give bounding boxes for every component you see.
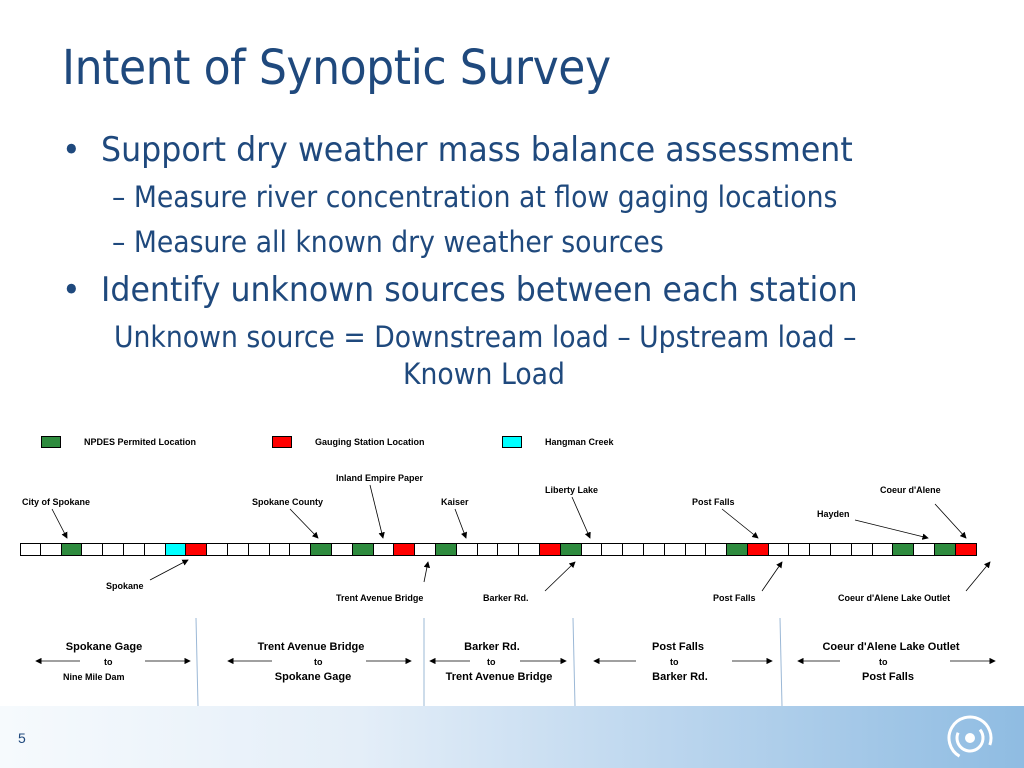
page-number: 5 xyxy=(18,730,26,746)
bullet-1-text: Support dry weather mass balance assessment xyxy=(101,130,853,170)
subbullet-1 xyxy=(112,180,837,214)
reach-1 xyxy=(44,641,164,653)
pointer-spokane-county xyxy=(290,509,318,538)
pointer-trent-bridge xyxy=(424,562,428,582)
pointer-inland-empire xyxy=(370,485,383,538)
pointer-spokane xyxy=(150,560,188,580)
reach-2-to-word: to xyxy=(314,657,323,667)
reach-1-to: Nine Mile Dam xyxy=(63,672,125,682)
label-hayden: Hayden xyxy=(817,509,850,519)
label-post-falls-bottom: Post Falls xyxy=(713,593,756,603)
bullet-1 xyxy=(62,130,853,170)
pointer-kaiser xyxy=(455,509,466,538)
reach-3-from: Barker Rd. xyxy=(464,641,520,653)
bullet-marker: • xyxy=(62,130,81,170)
reach-2-to: Spokane Gage xyxy=(274,671,352,683)
reach-3-to-word: to xyxy=(487,657,496,667)
bullet-2 xyxy=(62,270,858,310)
reach-4-to: Barker Rd. xyxy=(652,671,708,683)
label-spokane-county: Spokane County xyxy=(252,497,324,507)
footer-band xyxy=(0,706,1024,768)
bullet-2-text: Identify unknown sources between each station xyxy=(101,270,858,310)
subbullet-2-text: Measure all known dry weather sources xyxy=(133,225,664,259)
formula-line-2: Known Load xyxy=(403,357,565,391)
pointer-post-falls-bottom xyxy=(762,562,782,591)
subbullet-1-text: Measure river concentration at flow gaging locations xyxy=(133,180,838,214)
legend-npdes-label: NPDES Permited Location xyxy=(84,437,197,447)
pointer-hayden xyxy=(855,520,928,538)
subbullet-dash: – xyxy=(112,225,126,259)
pointer-coeur-dalene xyxy=(935,504,966,538)
river-diagram xyxy=(0,420,1024,710)
reach-divider xyxy=(196,618,198,706)
pointer-barker xyxy=(545,562,575,591)
label-kaiser: Kaiser xyxy=(441,497,469,507)
label-liberty-lake: Liberty Lake xyxy=(545,485,599,495)
legend-gauging-label: Gauging Station Location xyxy=(315,437,425,447)
reach-4-from: Post Falls xyxy=(652,641,704,653)
reach-2-from: Trent Avenue Bridge xyxy=(257,641,365,653)
pointer-city-spokane xyxy=(52,509,67,538)
reach-5-from: Coeur d'Alene Lake Outlet xyxy=(822,641,960,653)
label-spokane: Spokane xyxy=(106,581,144,591)
pointer-cda-outlet xyxy=(966,562,990,591)
reach-3-to: Trent Avenue Bridge xyxy=(445,671,553,683)
reach-4-to-word: to xyxy=(670,657,679,667)
slide-title: Intent of Synoptic Survey xyxy=(62,40,611,96)
label-city-spokane: City of Spokane xyxy=(22,497,91,507)
reach-5-to-word: to xyxy=(879,657,888,667)
label-post-falls-top: Post Falls xyxy=(692,497,735,507)
label-inland-empire: Inland Empire Paper xyxy=(336,473,424,483)
reach-5-to: Post Falls xyxy=(862,671,914,683)
subbullet-2 xyxy=(112,225,664,259)
diagram-lines xyxy=(0,420,1024,710)
pointer-liberty-lake xyxy=(572,497,590,538)
organization-logo-icon xyxy=(946,714,994,762)
label-coeur-dalene: Coeur d'Alene xyxy=(880,485,941,495)
label-cda-outlet: Coeur d'Alene Lake Outlet xyxy=(838,593,951,603)
label-barker: Barker Rd. xyxy=(483,593,529,603)
subbullet-dash: – xyxy=(112,180,126,214)
reach-divider xyxy=(573,618,575,706)
legend-hangman-label: Hangman Creek xyxy=(545,437,614,447)
label-trent-bridge: Trent Avenue Bridge xyxy=(336,593,424,603)
formula-line-1: Unknown source = Downstream load – Upstream load – xyxy=(114,320,857,354)
reach-divider xyxy=(780,618,782,706)
reach-1-from: Spokane Gage xyxy=(65,641,143,653)
reach-1-to-word: to xyxy=(104,657,113,667)
bullet-marker: • xyxy=(62,270,81,310)
pointer-post-falls-top xyxy=(722,509,758,538)
